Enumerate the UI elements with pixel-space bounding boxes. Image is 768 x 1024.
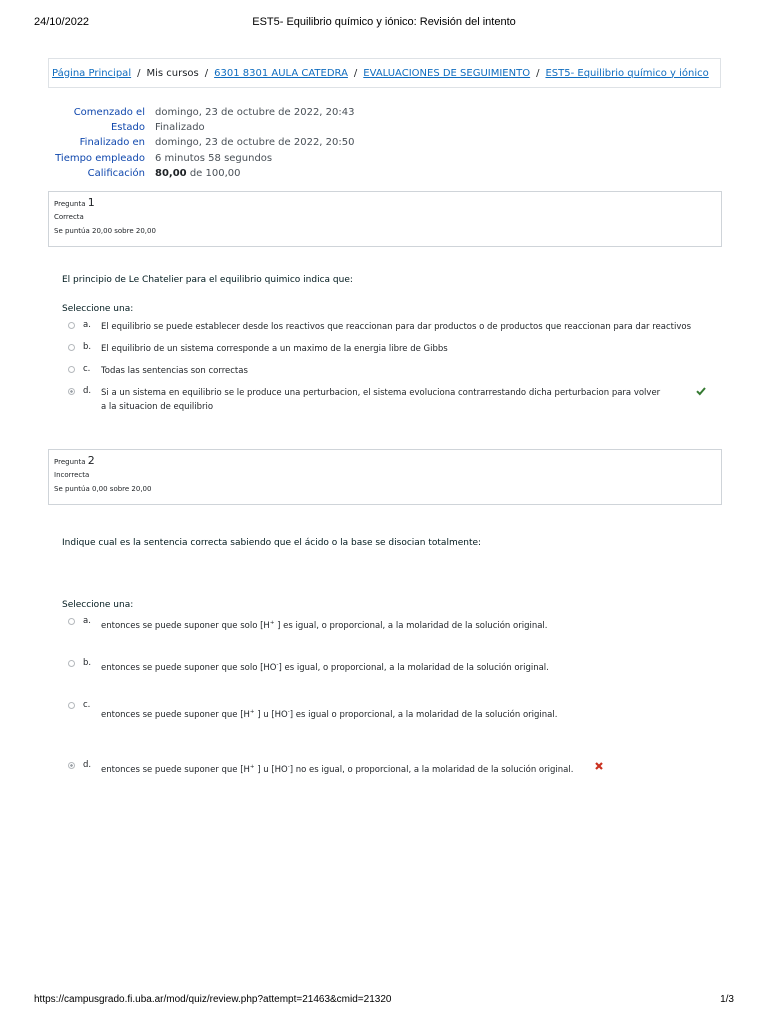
grade-rest: de 100,00 xyxy=(189,167,241,179)
summary-row-finished xyxy=(48,135,448,150)
question-2-info xyxy=(48,449,722,505)
breadcrumb-course-link[interactable]: 6301 8301 AULA CATEDRA xyxy=(214,67,348,79)
state-label: Estado xyxy=(110,122,145,134)
question-grade: Se puntúa 0,00 sobre 20,00 xyxy=(54,485,152,493)
breadcrumb-my-courses: Mis cursos xyxy=(146,67,199,79)
summary-row-state xyxy=(48,120,448,135)
radio-button[interactable] xyxy=(68,322,75,329)
grade-value xyxy=(155,166,241,181)
radio-button-selected[interactable] xyxy=(68,762,75,769)
summary-row-grade xyxy=(48,166,448,181)
question-label: Pregunta xyxy=(54,458,86,466)
question-1-prompt: Seleccione una: xyxy=(62,304,134,314)
attempt-summary xyxy=(48,105,448,181)
breadcrumb-separator: / xyxy=(353,67,358,79)
grade-label: Calificación xyxy=(87,167,145,179)
question-status: Correcta xyxy=(54,213,84,221)
question-number xyxy=(54,196,716,209)
question-number-value: 2 xyxy=(87,454,95,467)
radio-button[interactable] xyxy=(68,618,75,625)
finished-value: domingo, 23 de octubre de 2022, 20:50 xyxy=(155,137,355,149)
option-text: El equilibrio se puede establecer desde los reactivos que reaccionan para dar productos o de productos que reaccionan para dar reactivos xyxy=(101,322,691,332)
print-footer xyxy=(34,994,734,1008)
finished-label: Finalizado en xyxy=(79,137,145,149)
print-title: EST5- Equilibrio químico y iónico: Revisión del intento xyxy=(252,16,516,28)
question-number-value: 1 xyxy=(87,196,95,209)
summary-row-started xyxy=(48,105,448,120)
option-letter: d. xyxy=(83,760,92,770)
started-value: domingo, 23 de octubre de 2022, 20:43 xyxy=(155,107,355,118)
option-letter: c. xyxy=(83,364,91,374)
radio-button[interactable] xyxy=(68,660,75,667)
question-grade: Se puntúa 20,00 sobre 20,00 xyxy=(54,227,156,235)
question-status: Incorrecta xyxy=(54,471,90,479)
print-url: https://campusgrado.fi.uba.ar/mod/quiz/review.php?attempt=21463&cmid=21320 xyxy=(34,994,392,1005)
time-label: Tiempo empleado xyxy=(55,152,145,164)
breadcrumb-quiz-link[interactable]: EST5- Equilibrio químico y iónico xyxy=(545,67,709,79)
breadcrumb xyxy=(48,58,721,88)
option-letter: d. xyxy=(83,386,92,396)
option-text: El equilibrio de un sistema corresponde a un maximo de la energia libre de Gibbs xyxy=(101,344,448,354)
option-letter: b. xyxy=(83,342,92,352)
print-header xyxy=(34,16,734,30)
radio-button[interactable] xyxy=(68,366,75,373)
option-text: Todas las sentencias son correctas xyxy=(101,366,248,376)
breadcrumb-section-link[interactable]: EVALUACIONES DE SEGUIMIENTO xyxy=(363,67,531,79)
option-text: entonces se puede suponer que [H+ ] u [HO-] es igual o proporcional, a la molaridad de la solución original. xyxy=(101,709,558,720)
breadcrumb-separator: / xyxy=(204,67,209,79)
grade-score: 80,00 xyxy=(155,167,187,179)
question-number xyxy=(54,454,716,467)
print-date: 24/10/2022 xyxy=(34,16,90,28)
option-text: entonces se puede suponer que solo [H+ ] es igual, o proporcional, a la molaridad de la solución original. xyxy=(101,620,548,631)
option-letter: a. xyxy=(83,616,91,626)
question-2-text: Indique cual es la sentencia correcta sabiendo que el ácido o la base se disocian totalmente: xyxy=(62,538,482,548)
breadcrumb-separator: / xyxy=(137,67,141,79)
option-text: entonces se puede suponer que solo [HO-] es igual, o proporcional, a la molaridad de la solución original. xyxy=(101,662,549,673)
summary-row-time xyxy=(48,151,448,166)
question-2-prompt: Seleccione una: xyxy=(62,600,134,610)
option-letter: b. xyxy=(83,658,92,668)
radio-button[interactable] xyxy=(68,344,75,351)
question-label: Pregunta xyxy=(54,200,86,208)
question-1-text: El principio de Le Chatelier para el equilibrio quimico indica que: xyxy=(62,275,353,285)
breadcrumb-home-link[interactable]: Página Principal xyxy=(52,67,132,79)
radio-button-selected[interactable] xyxy=(68,388,75,395)
option-text: entonces se puede suponer que [H+ ] u [HO-] no es igual, o proporcional, a la molaridad de la solución original. xyxy=(101,764,574,775)
started-label: Comenzado el xyxy=(73,107,145,118)
cross-icon xyxy=(594,761,604,771)
time-value: 6 minutos 58 segundos xyxy=(155,152,273,164)
option-letter: c. xyxy=(83,700,91,710)
check-icon xyxy=(696,386,706,396)
state-value: Finalizado xyxy=(155,122,205,134)
question-1-info xyxy=(48,191,722,247)
breadcrumb-separator: / xyxy=(536,67,540,79)
radio-button[interactable] xyxy=(68,702,75,709)
page-counter: 1/3 xyxy=(720,994,734,1005)
option-letter: a. xyxy=(83,320,91,330)
option-text: Si a un sistema en equilibrio se le produce una perturbacion, el sistema evoluciona contrarrestando dicha perturbacion para volver a la situacion de equilibrio xyxy=(101,388,661,412)
